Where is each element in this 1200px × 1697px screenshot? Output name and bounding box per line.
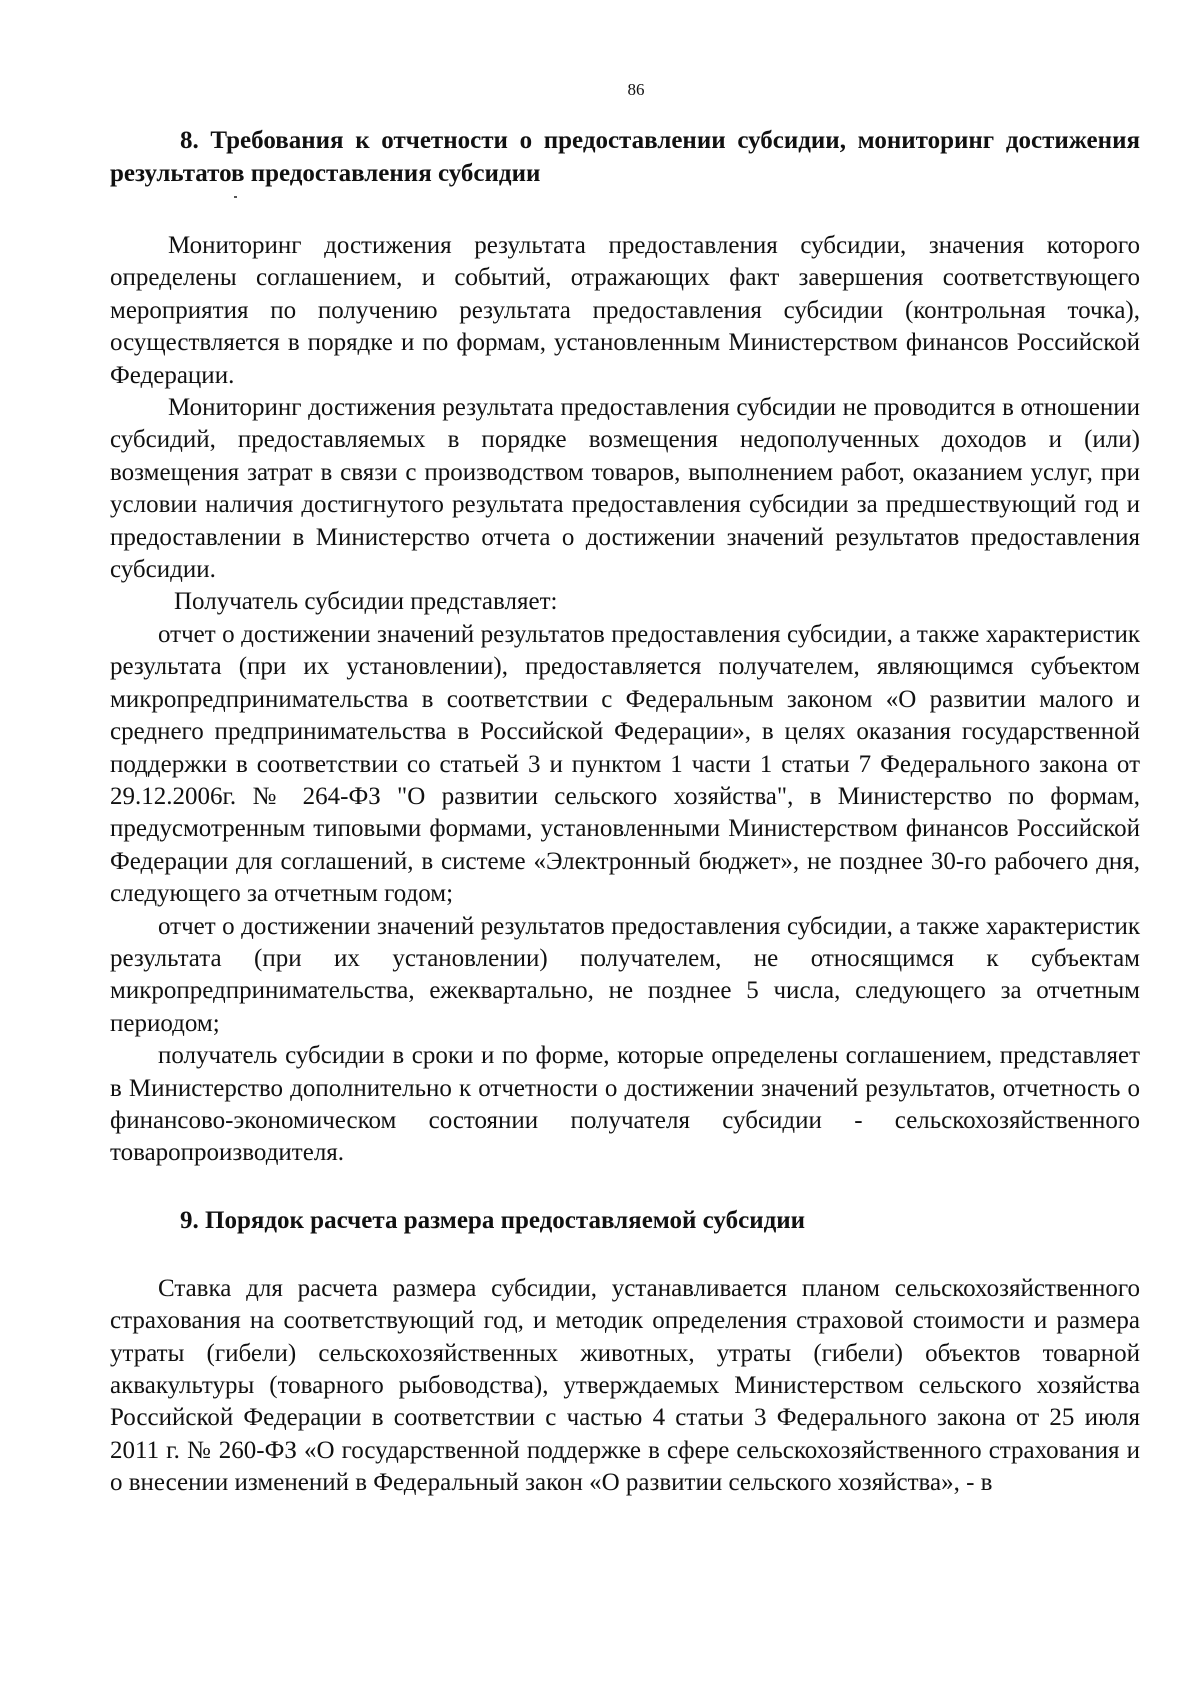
spacer — [110, 190, 1140, 230]
document-body — [110, 124, 1140, 1500]
section-8-paragraph-3: Получатель субсидии представляет: — [174, 588, 558, 616]
section-8-paragraph-1: Мониторинг достижения результата предоставления субсидии, значения которого определены соглашением, и событий, отражающих факт завершения соответствующего мероприятия по получению результата предоставления субсидии (контрольная точка), осуществляется в порядке и по формам, установленным Министерством финансов Российской Федерации. — [110, 232, 1140, 389]
page-number: 86 — [627, 80, 645, 99]
section-9-paragraph-1: Ставка для расчета размера субсидии, устанавливается планом сельскохозяйственного страхования на соответствующий год, и методик определения страховой стоимости и размера утраты (гибели) сельскохозяйственных животных, утраты (гибели) объектов товарной аквакультуры (товарного рыбоводства), утверждаемых Министерством сельского хозяйства Российской Федерации в соответствии с частью 4 статьи 3 Федерального закона от 25 июля 2011 г. № 260-ФЗ «О государственной поддержке в сфере сельскохозяйственного страхования и о внесении изменений в Федеральный закон «О развитии сельского хозяйства», - в — [110, 1274, 1140, 1497]
section-8-heading: 8. Требования к отчетности о предоставлении субсидии, мониторинг достижения результатов предоставления субсидии — [110, 127, 1140, 187]
section-8-paragraph-2: Мониторинг достижения результата предоставления субсидии не проводится в отношении субсидий, предоставляемых в порядке возмещения недополученных доходов и (или) возмещения затрат в связи с производством товаров, выполнением работ, оказанием услуг, при условии наличия достигнутого результата предоставления субсидии за предшествующий год и предоставлении в Министерство отчета о достижении значений результатов предоставления субсидии. — [110, 394, 1140, 584]
spacer — [110, 1170, 1140, 1204]
section-9-heading: 9. Порядок расчета размера предоставляемой субсидии — [180, 1206, 806, 1234]
section-8-paragraph-6: получатель субсидии в сроки и по форме, которые определены соглашением, представляет в Министерство дополнительно к отчетности о достижении значений результатов, отчетность о финансово-экономическом состоянии получателя субсидии - сельскохозяйственного товаропроизводителя. — [110, 1042, 1140, 1167]
section-8-paragraph-5: отчет о достижении значений результатов предоставления субсидии, а также характеристик результата (при их установлении) получателем, не относящимся к субъектам микропредпринимательства, ежеквартально, не позднее 5 числа, следующего за отчетным периодом; — [110, 912, 1140, 1037]
spacer — [110, 1237, 1140, 1273]
section-8-paragraph-4: отчет о достижении значений результатов предоставления субсидии, а также характеристик результата (при их установлении), предоставляется получателем, являющимся субъектом микропредпринимательства в соответствии с Федеральным законом «О развитии малого и среднего предпринимательства в Российской Федерации», в целях оказания государственной поддержки в соответствии со статьей 3 и пунктом 1 части 1 статьи 7 Федерального закона от 29.12.2006г. № 264-ФЗ "О развитии сельского хозяйства", в Министерство по формам, предусмотренным типовыми формами, установленными Министерством финансов Российской Федерации для соглашений, в системе «Электронный бюджет», не позднее 30-го рабочего дня, следующего за отчетным годом; — [110, 620, 1140, 908]
